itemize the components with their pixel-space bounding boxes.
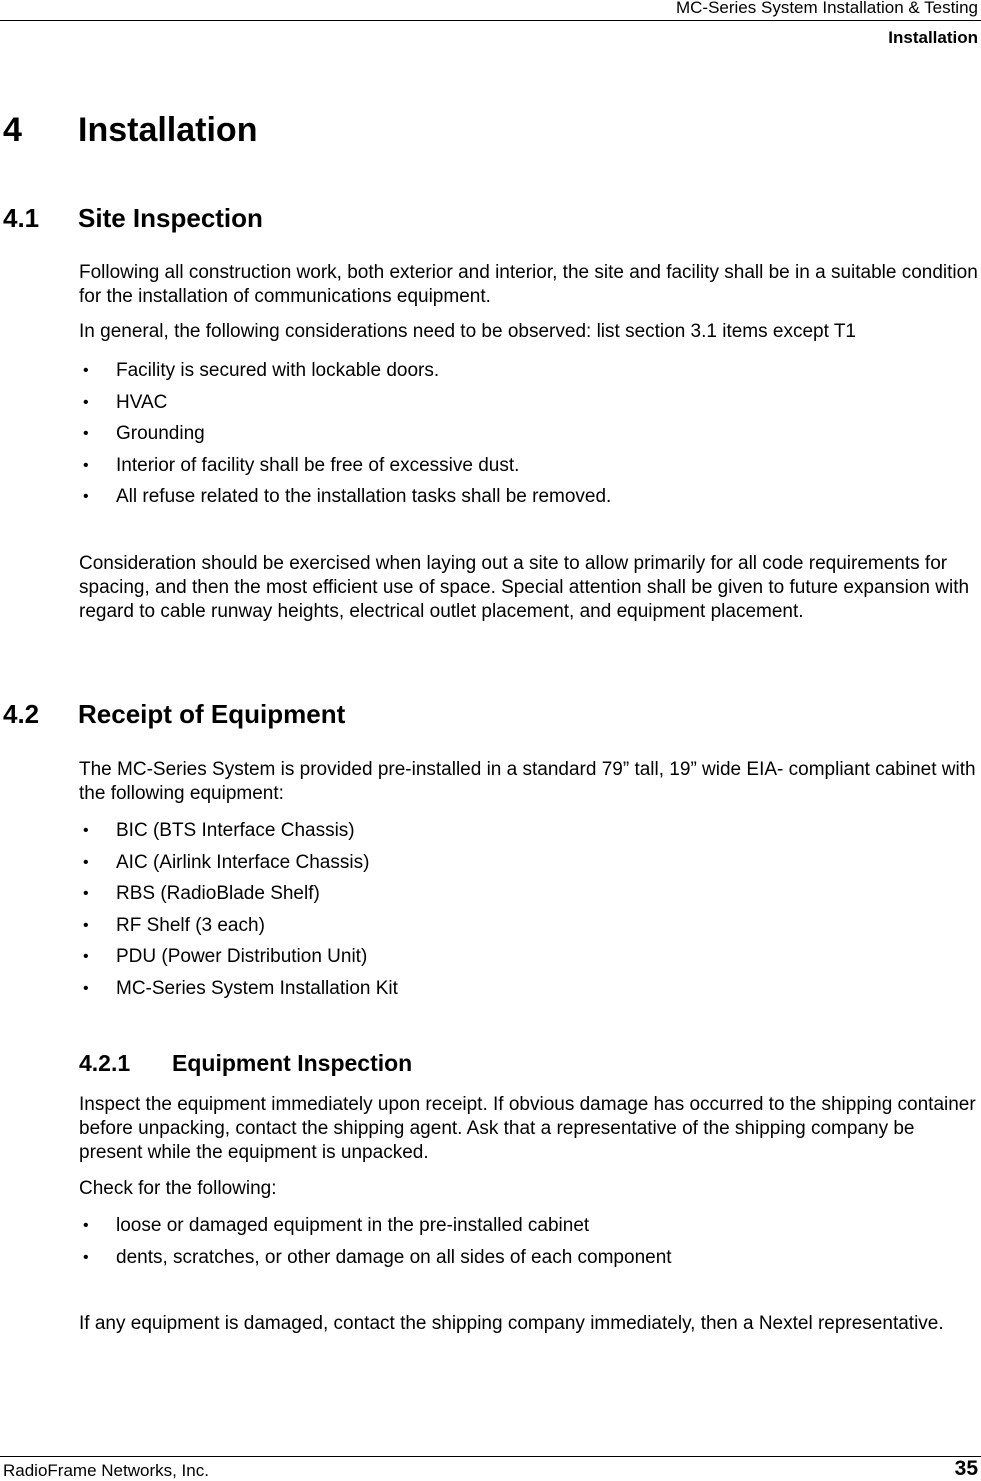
paragraph-site-condition: Following all construction work, both exterior and interior, the site and facility shall be in a suitable condition for the installation of communications equipment.	[79, 262, 978, 307]
list-item: • PDU (Power Distribution Unit)	[83, 946, 368, 968]
paragraph-considerations-intro: In general, the following considerations need to be observed: list section 3.1 items except T1	[79, 321, 856, 342]
bullet-glyph: •	[83, 1217, 89, 1234]
paragraph-cabinet-description: The MC-Series System is provided pre-installed in a standard 79” tall, 19” wide EIA- compliant cabinet with the following equipment:	[79, 759, 976, 804]
footer-rule	[0, 1456, 981, 1457]
bullet-glyph: •	[83, 362, 89, 379]
footer-company: RadioFrame Networks, Inc.	[3, 1461, 209, 1480]
bullet-glyph: •	[83, 393, 89, 411]
paragraph-damage-contact: If any equipment is damaged, contact the shipping company immediately, then a Nextel representative.	[79, 1313, 944, 1334]
section-title: Site Inspection	[78, 203, 263, 233]
list-item: • Facility is secured with lockable doors.	[83, 360, 440, 381]
bullet-glyph: •	[83, 1248, 89, 1266]
bullet-glyph: •	[83, 425, 89, 443]
damage-check-list	[79, 1214, 979, 1277]
paragraph-site-layout: Consideration should be exercised when laying out a site to allow primarily for all code requirements for spacing, and then the most efficient use of space. Special attention shall be given to future expansion with regard to cable runway heights, electrical outlet placement, and equipment placement.	[79, 553, 970, 622]
section-number: 4.1	[3, 203, 40, 233]
chapter-number: 4	[3, 111, 22, 149]
subsection-number: 4.2.1	[79, 1050, 131, 1076]
bullet-glyph: •	[83, 916, 89, 934]
list-item: • All refuse related to the installation tasks shall be removed.	[83, 486, 612, 508]
equipment-list	[79, 819, 979, 1009]
list-item: • RF Shelf (3 each)	[83, 914, 265, 936]
paragraph-check-intro: Check for the following:	[79, 1178, 277, 1199]
list-item: • HVAC	[83, 391, 168, 413]
subsection-title: Equipment Inspection	[172, 1050, 413, 1076]
list-item: • RBS (RadioBlade Shelf)	[83, 883, 320, 905]
page-number: 35	[954, 1457, 978, 1480]
list-item: • AIC (Airlink Interface Chassis)	[83, 851, 370, 873]
list-item: • Grounding	[83, 423, 205, 445]
list-item: • dents, scratches, or other damage on all sides of each component	[83, 1246, 672, 1268]
considerations-list	[79, 359, 979, 517]
list-item: • loose or damaged equipment in the pre-installed cabinet	[83, 1215, 590, 1236]
bullet-glyph: •	[83, 822, 89, 839]
bullet-glyph: •	[83, 456, 89, 474]
bullet-glyph: •	[83, 979, 89, 997]
header-section-name: Installation	[888, 28, 978, 47]
list-item: • MC-Series System Installation Kit	[83, 977, 398, 999]
bullet-glyph: •	[83, 488, 89, 506]
bullet-glyph: •	[83, 885, 89, 903]
bullet-glyph: •	[83, 948, 89, 966]
chapter-title: Installation	[78, 111, 258, 149]
document-title: MC-Series System Installation & Testing	[675, 0, 978, 17]
section-title: Receipt of Equipment	[78, 699, 346, 729]
list-item: • Interior of facility shall be free of excessive dust.	[83, 454, 520, 476]
bullet-glyph: •	[83, 853, 89, 871]
section-number: 4.2	[3, 699, 40, 729]
paragraph-inspect-on-receipt: Inspect the equipment immediately upon receipt. If obvious damage has occurred to the shipping container before unpacking, contact the shipping agent. Ask that a representative of the shipping company be present while the equipment is unpacked.	[79, 1094, 976, 1163]
list-item: • BIC (BTS Interface Chassis)	[83, 820, 355, 841]
header-rule	[0, 20, 981, 21]
